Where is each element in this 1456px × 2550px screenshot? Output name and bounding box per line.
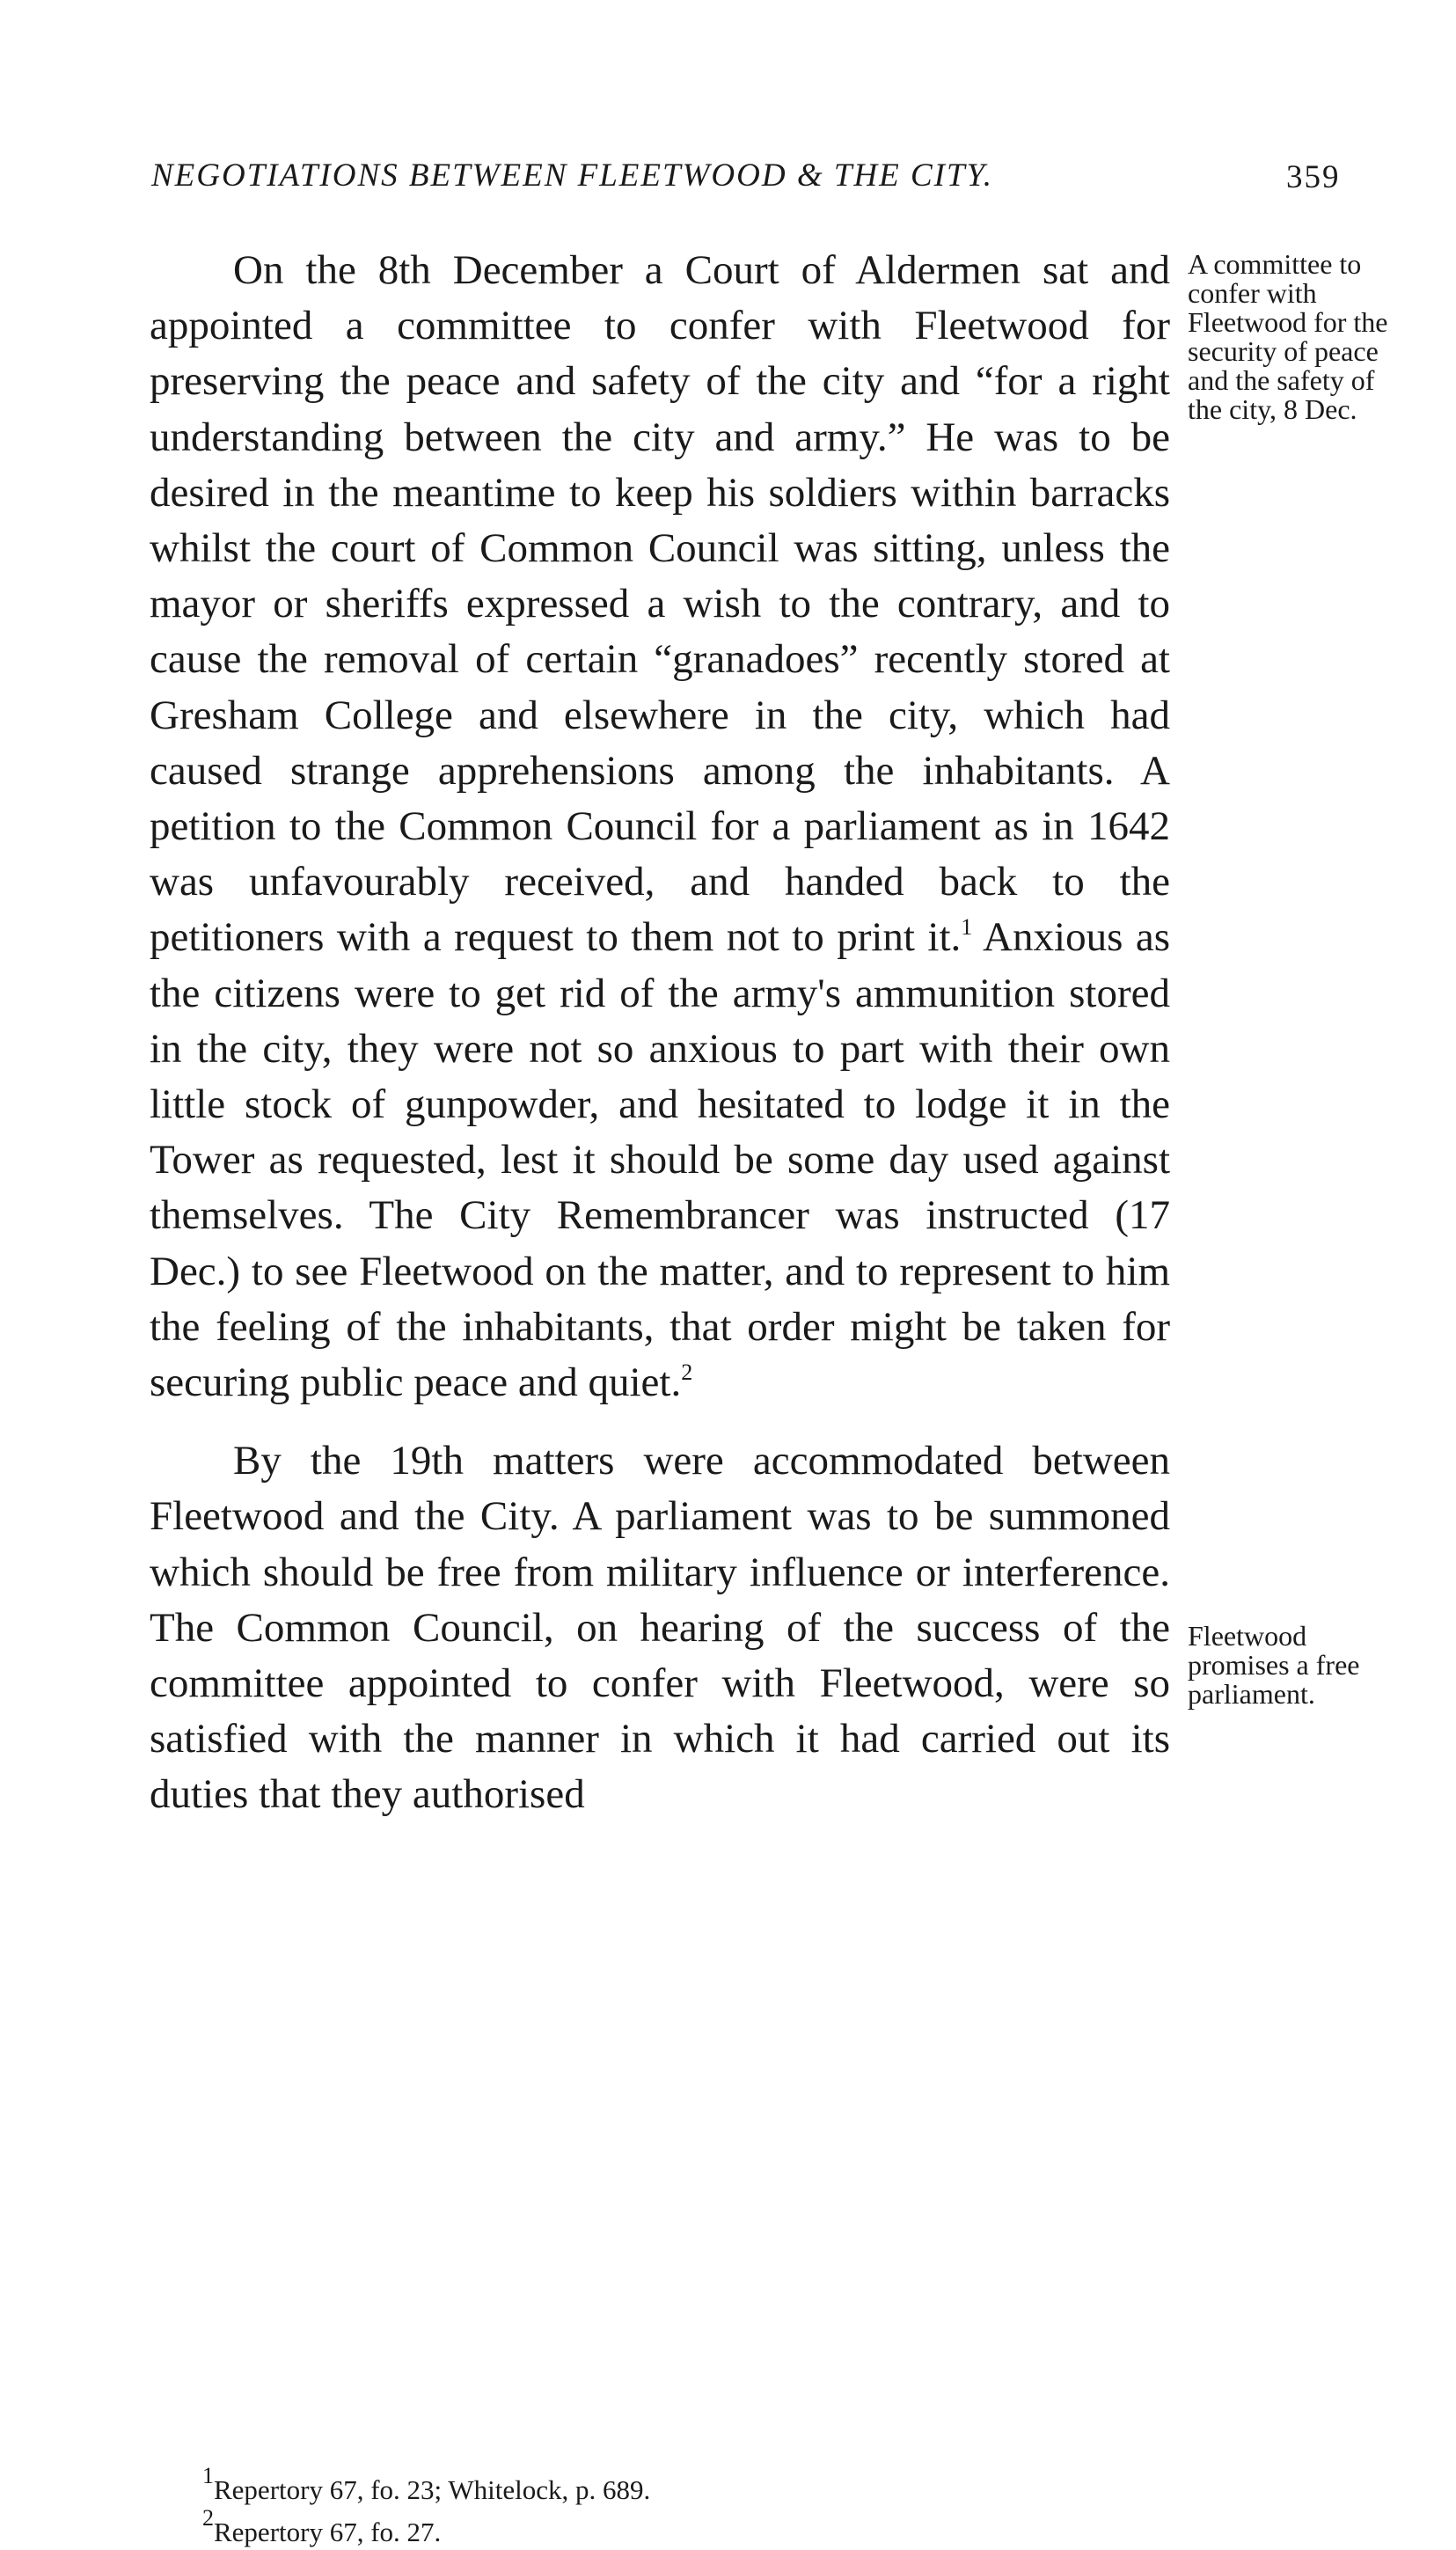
footnote-1	[202, 2463, 651, 2508]
main-text	[150, 243, 1170, 1823]
paragraph-1-text: On the 8th December a Court of Aldermen sat and appointed a committee to confer with Fleetwood for preserving the peace and safety of the city and “for a right understanding between the city and army.” He was to be desired in the meantime to keep his soldiers within barracks whilst the court of Common Council was sitting, unless the mayor or sheriffs expressed a wish to the contrary, and to cause the removal of certain “granadoes” recently stored at Gresham College and elsewhere in the city, which had caused strange apprehensions among the inhabitants. A petition to the Common Council for a parliament as in 1642 was unfavourably received, and handed back to the petitioners with a request to them not to print it.	[150, 247, 1170, 961]
page-number: 359	[1286, 159, 1341, 195]
running-head	[151, 157, 1401, 209]
sidenote-committee: A committee to confer with Fleetwood for the security of peace and the safety of the city, 8 Dec.	[1188, 248, 1388, 425]
sidenote-free-parliament: Fleetwood promises a free parliament.	[1188, 1620, 1360, 1710]
paragraph-1	[150, 243, 1170, 1411]
footnote-1-text: Repertory 67, fo. 23; Whitelock, p. 689.	[214, 2474, 651, 2505]
footnote-ref-1[interactable]: 1	[961, 914, 973, 941]
footnote-ref-2[interactable]: 2	[681, 1359, 693, 1386]
footnote-1-marker: 1	[202, 2463, 214, 2488]
footnote-2	[202, 2505, 442, 2550]
running-head-title: NEGOTIATIONS BETWEEN FLEETWOOD & THE CITY.	[151, 158, 994, 194]
paragraph-2-text: By the 19th matters were accommodated between Fleetwood and the City. A parliament was to be summoned which should be free from military influence or interference. The Common Council, on hearing of the success of the committee appointed to confer with Fleetwood, were so satisfied with the manner in which it had carried out its duties that they authorised	[150, 1438, 1170, 1818]
footnote-2-marker: 2	[202, 2505, 214, 2531]
paragraph-1-text-continued: Anxious as the citizens were to get rid of the army's ammunition stored in the city, they were not so anxious to part with their own little stock of gunpowder, and hesitated to lodge it in the Tower as requested, lest it should be some day used against themselves. The City Remembrancer was instructed (17 Dec.) to see Fleetwood on the matter, and to represent to him the feeling of the inhabitants, that order might be taken for securing public peace and quiet.	[150, 914, 1170, 1406]
paragraph-2	[150, 1433, 1170, 1822]
footnote-2-text: Repertory 67, fo. 27.	[214, 2517, 442, 2547]
